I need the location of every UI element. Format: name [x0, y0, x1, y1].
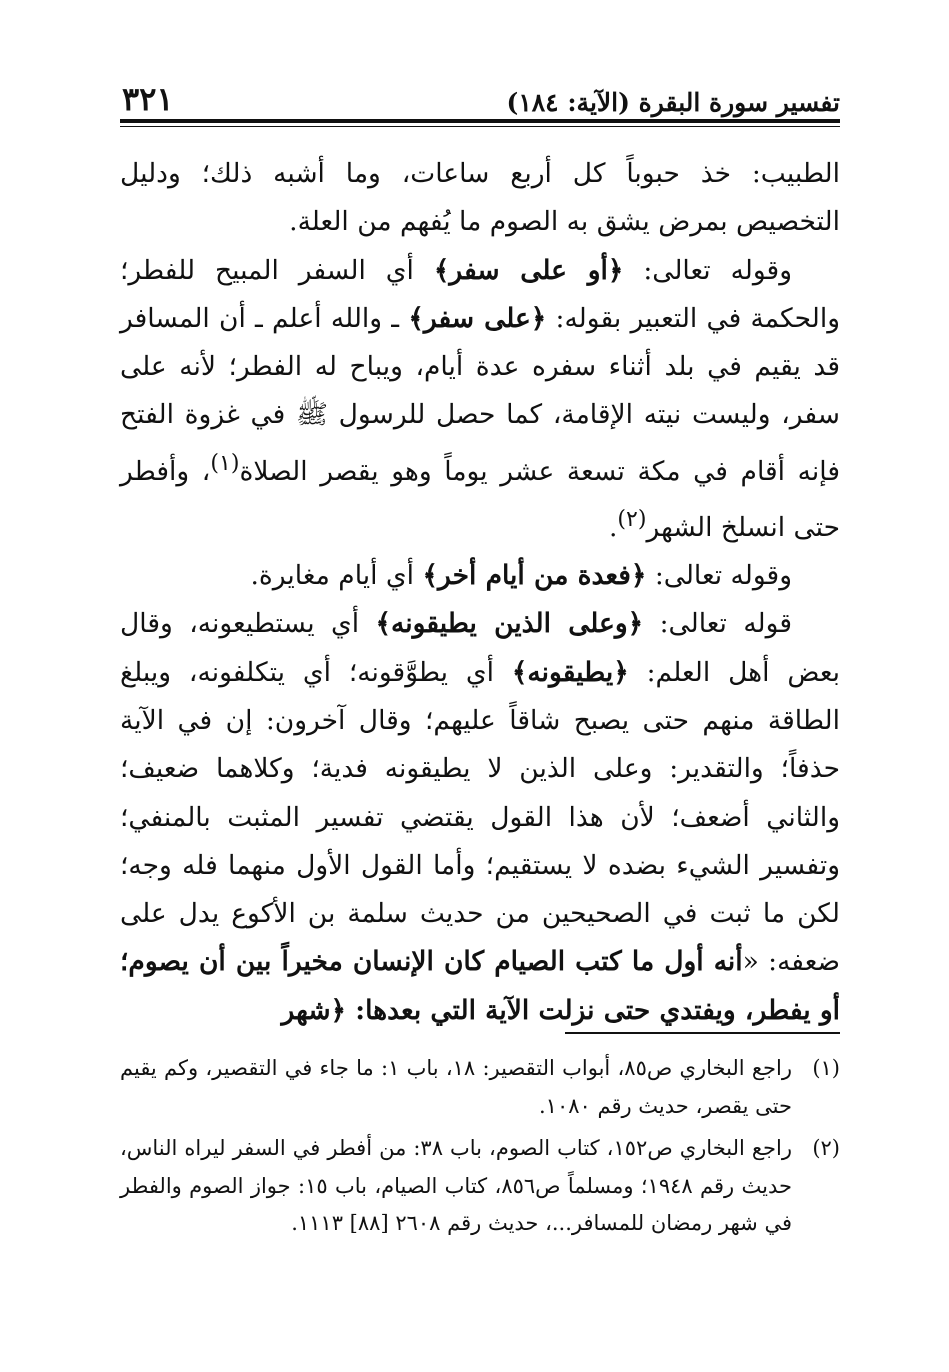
paragraph-3-text-2: أي أيام مغايرة. [250, 560, 423, 592]
page-header [120, 80, 840, 120]
paragraph-4 [120, 600, 840, 1035]
footnote-2 [120, 1130, 840, 1243]
quran-quote: ﴿فعدة من أيام أخر﴾ [422, 560, 647, 592]
paragraph-3-text-1: وقوله تعالى: [646, 560, 792, 592]
footnote-ref-1: (١) [210, 450, 240, 476]
footnote-text: راجع البخاري ص٨٥، أبواب التقصير: ١٨، باب ١: ما جاء في التقصير، وكم يقيم حتى يقصر، حديث رقم ١٠٨٠. [120, 1056, 792, 1118]
paragraph-4-text-1: قوله تعالى: [643, 608, 792, 640]
footnote-number: (٢) [812, 1136, 840, 1160]
footnote-text: راجع البخاري ص١٥٢، كتاب الصوم، باب ٣٨: من أفطر في السفر ليراه الناس، حديث رقم ١٩٤٨؛ ومسلماً ص٨٥٦، كتاب الصيام، باب ١٥: جواز الصوم والفطر في شهر رمضان للمسافر...، حديث رقم ٢٦٠٨ [٨٨] ١١١٣. [120, 1136, 793, 1235]
quran-quote: ﴿وعلى الذين يطيقونه﴾ [375, 608, 644, 640]
running-title: تفسير سورة البقرة (الآية: ١٨٤) [506, 88, 840, 117]
paragraph-2-text-5: . [608, 511, 618, 543]
header-rule-thick [120, 119, 840, 123]
footnote-ref-2: (٢) [617, 506, 647, 532]
quran-quote: ﴿يطيقونه﴾ [511, 656, 629, 688]
footnote-separator [565, 1032, 840, 1034]
quran-quote: ﴿أو على سفر﴾ [433, 254, 624, 286]
paragraph-2-text-1: وقوله تعالى: [623, 254, 793, 286]
page-number: ٣٢١ [122, 80, 174, 118]
hadith-quote: أنه أول ما كتب الصيام كان الإنسان مخيراً بين أن يصوم؛ أو يفطر، ويفتدي حتى نزلت الآية التي بعدها: ﴿شهر [120, 946, 840, 1026]
header-rule-thin [120, 126, 840, 127]
paragraph-4-text-2: أي يستطيعونه، وقال بعض أهل العلم: [120, 608, 840, 688]
paragraph-2-text-2: أي السفر المبيح للفطر؛ والحكمة في التعبير بقوله: [120, 254, 841, 334]
main-text [120, 150, 840, 1035]
paragraph-4-text-3: أي يطوَّقونه؛ أي يتكلفونه، ويبلغ الطاقة منهم حتى يصبح شاقاً عليهم؛ وقال آخرون: إن في الآية حذفاً؛ والتقدير: وعلى الذين لا يطيقونه فدية؛ وكلاهما ضعيف؛ والثاني أضعف؛ لأن هذا القول يقتضي تفسير المثبت بالمنفي؛ وتفسير الشيء بضده لا يستقيم؛ وأما القول الأول منهما فله وجه؛ لكن ما ثبت في الصحيحين من حديث سلمة بن الأكوع يدل على ضعفه: « [120, 656, 840, 978]
paragraph-3 [120, 552, 840, 600]
paragraph-1: الطبيب: خذ حبوباً كل أربع ساعات، وما أشبه ذلك؛ ودليل التخصيص بمرض يشق به الصوم ما يُفهم من العلة. [120, 158, 840, 238]
paragraph-2 [120, 247, 840, 552]
quran-quote: ﴿على سفر﴾ [408, 302, 547, 334]
footnote-number: (١) [812, 1056, 840, 1080]
paragraph-2-text-4: ، وأفطر حتى انسلخ الشهر [120, 455, 840, 543]
footnote-1 [120, 1050, 840, 1125]
footnotes [120, 1050, 840, 1248]
paragraph-2-text-3: ـ والله أعلم ـ أن المسافر قد يقيم في بلد أثناء سفره عدة أيام، ويباح له الفطر؛ لأنه على سفر، وليست نيته الإقامة، كما حصل للرسول ﷺ في غزوة الفتح فإنه أقام في مكة تسعة عشر يوماً وهو يقصر الصلاة [120, 302, 840, 487]
